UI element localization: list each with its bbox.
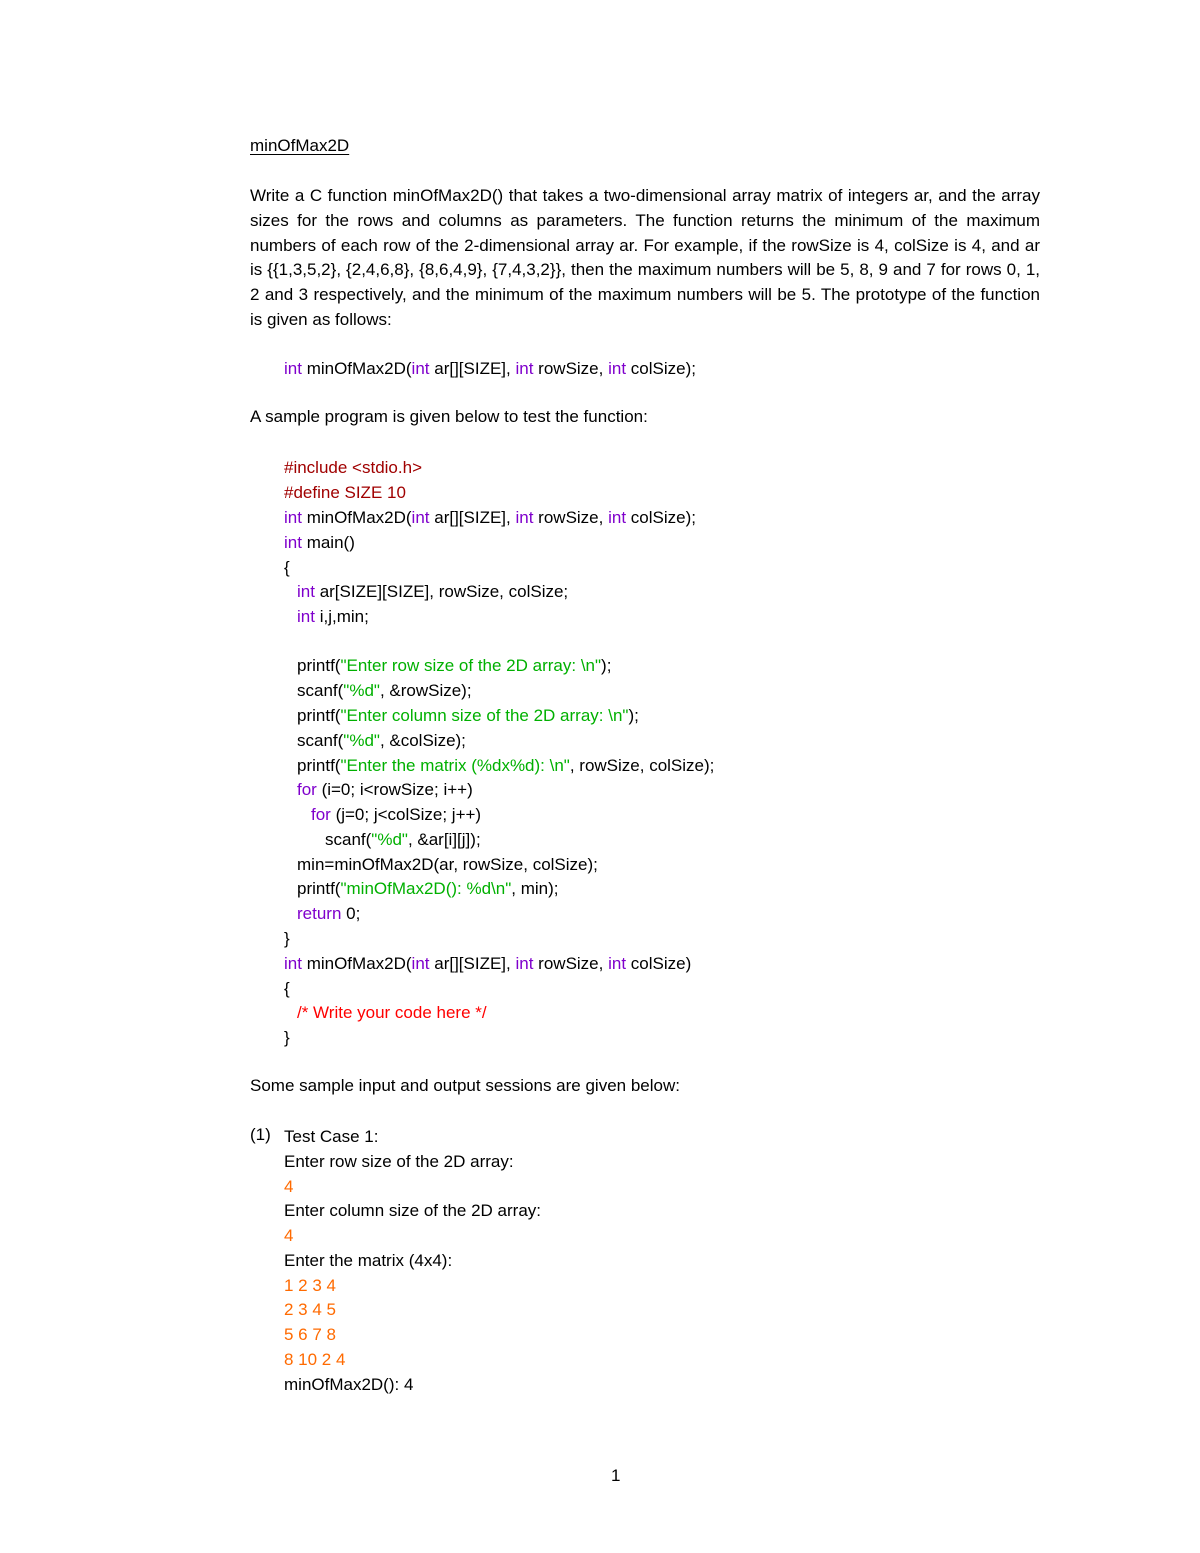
page-number: 1	[611, 1466, 621, 1485]
min-call-line: min=minOfMax2D(ar, rowSize, colSize);	[297, 855, 598, 874]
printf-matrix-line	[297, 754, 714, 778]
page-title: minOfMax2D	[250, 136, 350, 155]
matrix-input-row: 1 2 3 4	[284, 1276, 336, 1295]
code-text: ar[][SIZE],	[429, 954, 516, 973]
code-text: , &ar[i][j]);	[407, 830, 481, 849]
code-text: printf(	[297, 656, 341, 675]
test-case-label: Test Case 1:	[284, 1127, 379, 1146]
decl-line-1	[297, 580, 568, 604]
code-text: printf(	[297, 706, 341, 725]
printf-result-line	[297, 877, 558, 901]
string-literal: "Enter row size of the 2D array: \n"	[340, 656, 602, 675]
code-text: (i=0; i<rowSize; i++)	[316, 780, 473, 799]
code-text: , &rowSize);	[379, 681, 472, 700]
define-line: #define SIZE 10	[284, 483, 406, 502]
keyword: int	[515, 508, 534, 527]
code-text: , min);	[511, 879, 559, 898]
code-text: colSize);	[626, 508, 696, 527]
keyword: for	[297, 780, 317, 799]
code-text: );	[628, 706, 639, 725]
printf-col-line	[297, 704, 639, 728]
matrix-input-row: 2 3 4 5	[284, 1300, 336, 1319]
input-col-size: 4	[284, 1226, 294, 1245]
code-text: , &colSize);	[379, 731, 466, 750]
string-literal: "%d"	[343, 681, 380, 700]
code-text: );	[601, 656, 612, 675]
string-literal: "%d"	[371, 830, 408, 849]
close-brace: }	[284, 1028, 290, 1047]
prototype-line	[284, 357, 696, 381]
main-signature	[284, 531, 355, 555]
keyword: int	[515, 954, 534, 973]
code-text: scanf(	[297, 681, 344, 700]
keyword: int	[297, 607, 315, 626]
keyword: int	[284, 533, 302, 552]
prompt-col: Enter column size of the 2D array:	[284, 1201, 542, 1220]
keyword: int	[284, 508, 302, 527]
scanf-row-line	[297, 679, 472, 703]
definition-line	[284, 952, 691, 976]
code-text: rowSize,	[533, 954, 609, 973]
keyword: int	[411, 954, 430, 973]
prompt-row: Enter row size of the 2D array:	[284, 1152, 514, 1171]
list-number: (1)	[250, 1125, 271, 1144]
prototype-decl-line	[284, 506, 696, 530]
for-i-line	[297, 778, 473, 802]
keyword: int	[515, 359, 534, 378]
printf-row-line	[297, 654, 611, 678]
code-text: ar[SIZE][SIZE], rowSize, colSize;	[314, 582, 569, 601]
decl-line-2	[297, 605, 369, 629]
code-text: scanf(	[297, 731, 344, 750]
problem-description: Write a C function minOfMax2D() that takes a two-dimensional array matrix of integers ar, and the array sizes for the rows and columns as parameters. The function returns the minimum of the maximum numbers of each row of the 2-dimensional array ar. For example, if the rowSize is 4, colSize is 4, and ar is {{1,3,5,2}, {2,4,6,8}, {8,6,4,9}, {7,4,3,2}}, then the maximum numbers will be 5, 8, 9 and 7 for rows 0, 1, 2 and 3 respectively, and the minimum of the maximum numbers will be 5. The prototype of the function is given as follows:	[250, 186, 1040, 329]
matrix-input-row: 5 6 7 8	[284, 1325, 336, 1344]
code-text: (j=0; j<colSize; j++)	[330, 805, 482, 824]
string-literal: "Enter column size of the 2D array: \n"	[340, 706, 629, 725]
string-literal: "Enter the matrix (%dx%d): \n"	[340, 756, 570, 775]
keyword: for	[311, 805, 331, 824]
code-comment: /* Write your code here */	[297, 1003, 487, 1022]
code-text: rowSize,	[533, 508, 609, 527]
close-brace: }	[284, 929, 290, 948]
code-text: ar[][SIZE],	[429, 359, 516, 378]
string-literal: "minOfMax2D(): %d\n"	[340, 879, 512, 898]
keyword: int	[608, 954, 627, 973]
keyword: int	[297, 582, 315, 601]
code-text: minOfMax2D(	[301, 508, 412, 527]
return-line	[297, 902, 360, 926]
input-row-size: 4	[284, 1177, 294, 1196]
code-text: rowSize,	[533, 359, 609, 378]
code-text: minOfMax2D(	[301, 359, 412, 378]
code-text: colSize);	[626, 359, 696, 378]
code-text: ar[][SIZE],	[429, 508, 516, 527]
code-text: , rowSize, colSize);	[569, 756, 715, 775]
keyword: int	[608, 359, 627, 378]
code-text: 0;	[341, 904, 361, 923]
code-text: printf(	[297, 756, 341, 775]
open-brace: {	[284, 558, 290, 577]
program-output: minOfMax2D(): 4	[284, 1375, 414, 1394]
code-text: colSize)	[626, 954, 692, 973]
scanf-col-line	[297, 729, 466, 753]
scanf-elem-line	[325, 828, 481, 852]
keyword: int	[411, 508, 430, 527]
prompt-matrix: Enter the matrix (4x4):	[284, 1251, 453, 1270]
string-literal: "%d"	[343, 731, 380, 750]
include-line: #include <stdio.h>	[284, 458, 422, 477]
code-text: minOfMax2D(	[301, 954, 412, 973]
keyword: int	[284, 954, 302, 973]
code-text: scanf(	[325, 830, 372, 849]
code-text: main()	[301, 533, 355, 552]
keyword: return	[297, 904, 342, 923]
sample-intro: A sample program is given below to test the function:	[250, 407, 648, 426]
open-brace: {	[284, 979, 290, 998]
keyword: int	[284, 359, 302, 378]
keyword: int	[411, 359, 430, 378]
sessions-intro: Some sample input and output sessions are given below:	[250, 1076, 680, 1095]
matrix-input-row: 8 10 2 4	[284, 1350, 346, 1369]
code-text: i,j,min;	[314, 607, 369, 626]
for-j-line	[311, 803, 481, 827]
code-text: printf(	[297, 879, 341, 898]
keyword: int	[608, 508, 627, 527]
